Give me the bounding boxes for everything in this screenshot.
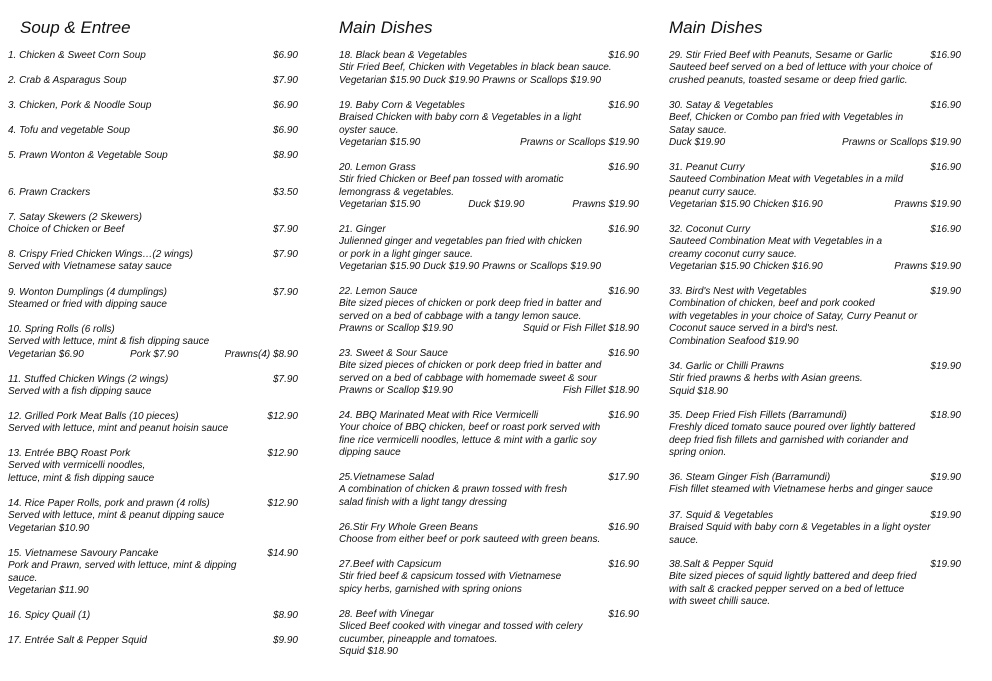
menu-item-option: Vegetarian $15.90: [339, 137, 421, 149]
menu-item-price: $16.90: [608, 559, 639, 570]
menu-item: [8, 324, 298, 361]
menu-item-description: Served with lettuce, mint & peanut dipping sauce: [8, 510, 225, 522]
menu-item-description: Stir fried Chicken or Beef pan tossed with aromatic: [339, 174, 564, 186]
menu-item: [8, 212, 298, 237]
menu-item-title-row: [8, 548, 298, 560]
menu-item: [8, 498, 298, 535]
menu-item-price: $12.90: [267, 498, 298, 509]
menu-item: [8, 187, 298, 199]
menu-item-choice: Choice of Chicken or Beef: [8, 224, 125, 236]
menu-item-title-row: [669, 100, 961, 112]
menu-item-description: Stir fried prawns & herbs with Asian greens.: [669, 373, 863, 385]
menu-item-title-row: [339, 50, 639, 62]
menu-item-title-row: [8, 287, 298, 299]
menu-item-title: 33. Bird's Nest with Vegetables: [669, 286, 807, 297]
menu-item-price: $16.90: [608, 609, 639, 620]
menu-item: [339, 224, 639, 274]
menu-item-price: $19.90: [930, 559, 961, 570]
menu-item-option: Prawns or Scallops $19.90: [842, 137, 961, 149]
menu-item-title-row: [8, 212, 298, 224]
menu-item-price: $16.90: [930, 50, 961, 61]
menu-item-description: Beef, Chicken or Combo pan fried with Vegetables in: [669, 112, 904, 124]
menu-item-title: 36. Steam Ginger Fish (Barramundi): [669, 472, 831, 483]
menu-item-title: 22. Lemon Sauce: [339, 286, 418, 297]
menu-item-description: sauce.: [8, 572, 38, 584]
menu-item-description: dipping sauce: [339, 447, 401, 459]
menu-item: [669, 162, 961, 212]
menu-item-option: Vegetarian $6.90: [8, 348, 84, 360]
menu-item-description: oyster sauce.: [339, 124, 399, 136]
menu-item-options: [339, 323, 639, 335]
menu-item-price: $19.90: [930, 286, 961, 297]
menu-item-price: $16.90: [608, 224, 639, 235]
menu-item: [669, 559, 961, 609]
menu-item-title: 15. Vietnamese Savoury Pancake: [8, 548, 159, 559]
menu-item-title-row: [8, 610, 298, 622]
menu-item-price: $16.90: [608, 162, 639, 173]
menu-item-title-row: [8, 411, 298, 423]
menu-item-title-row: [8, 187, 298, 199]
menu-item-title-row: [339, 100, 639, 112]
menu-item-description: Sauteed Combination Meat with Vegetables in a: [669, 236, 883, 248]
menu-item-description: fine rice vermicelli noodles, lettuce & mint with a garlic soy: [339, 434, 597, 446]
menu-item: [8, 610, 298, 622]
menu-item-title: 31. Peanut Curry: [669, 162, 745, 173]
menu-item-title: 11. Stuffed Chicken Wings (2 wings): [8, 374, 169, 385]
menu-item: [8, 125, 298, 137]
menu-item-price: $16.90: [608, 348, 639, 359]
menu-item-title-row: [339, 348, 639, 360]
menu-item-description: Julienned ginger and vegetables pan fried with chicken: [339, 236, 582, 248]
menu-item-title: 6. Prawn Crackers: [8, 187, 91, 198]
menu-item-title-row: [8, 498, 298, 510]
menu-item-title: 12. Grilled Pork Meat Balls (10 pieces): [8, 411, 179, 422]
menu-item-title: 3. Chicken, Pork & Noodle Soup: [8, 100, 152, 111]
menu-item-price: $6.90: [272, 100, 298, 111]
menu-item-description: lettuce, mint & fish dipping sauce: [8, 472, 155, 484]
menu-item-title-row: [8, 249, 298, 261]
menu-item: [669, 50, 961, 87]
menu-item-option: Vegetarian $15.90 Chicken $16.90: [669, 261, 823, 273]
menu-item: [339, 410, 639, 460]
menu-item-description: served on a bed of cabbage with a tangy lemon sauce.: [339, 310, 582, 322]
menu-item-description: creamy coconut curry sauce.: [669, 248, 797, 260]
menu-item-description: salad finish with a light tangy dressing: [339, 496, 507, 508]
menu-item-option: Prawns or Scallops $19.90: [520, 137, 639, 149]
menu-item-option: Squid or Fish Fillet $18.90: [522, 323, 639, 335]
menu-item-title-row: [339, 410, 639, 422]
menu-item-price: $16.90: [608, 522, 639, 533]
menu-item-options: [339, 137, 639, 149]
menu-item-description: Choose from either beef or pork sauteed with green beans.: [339, 534, 601, 546]
menu-item-description: Your choice of BBQ chicken, beef or roast pork served with: [339, 422, 601, 434]
menu-item-title: 34. Garlic or Chilli Prawns: [669, 361, 785, 372]
menu-item: [339, 609, 639, 659]
menu-item-price: $8.90: [272, 610, 298, 621]
menu-item-price: $12.90: [267, 448, 298, 459]
menu-item-title-row: [669, 559, 961, 571]
menu-item-title: 8. Crispy Fried Chicken Wings…(2 wings): [8, 249, 193, 260]
section-heading: Main Dishes: [669, 18, 763, 37]
menu-item-price: $16.90: [608, 286, 639, 297]
menu-item-price: $16.90: [608, 410, 639, 421]
menu-item-description: Squid $18.90: [669, 385, 728, 397]
section-heading: Main Dishes: [339, 18, 433, 37]
menu-item-title-row: [339, 224, 639, 236]
menu-item-title: 30. Satay & Vegetables: [669, 100, 774, 111]
menu-item-title: 35. Deep Fried Fish Fillets (Barramundi): [669, 410, 847, 421]
menu-item: [8, 448, 298, 485]
menu-item: [8, 548, 298, 598]
menu-item-title-row: [669, 410, 961, 422]
menu-item-title-row: [339, 559, 639, 571]
menu-item-price: $7.90: [272, 374, 298, 385]
menu-item-title-row: [669, 50, 961, 62]
menu-item-description: Bite sized pieces of squid lightly battered and deep fried: [669, 571, 917, 583]
menu-item-title-row: [339, 522, 639, 534]
menu-item-options: [669, 199, 961, 211]
menu-item-description: lemongrass & vegetables.: [339, 186, 455, 198]
menu-item-description: with salt & cracked pepper served on a bed of lettuce: [669, 583, 905, 595]
menu-item-title-row: [669, 472, 961, 484]
menu-item-title-row: [8, 374, 298, 386]
menu-item-title: 9. Wonton Dumplings (4 dumplings): [8, 287, 167, 298]
menu-item: [339, 522, 639, 547]
menu-item-description: Combination of chicken, beef and pork cooked: [669, 298, 875, 310]
menu-item-title-row: [339, 472, 639, 484]
menu-item-title: 27.Beef with Capsicum: [339, 559, 442, 570]
menu-item-description: Sauteed beef served on a bed of lettuce with your choice of: [669, 62, 932, 74]
menu-item-title: 38.Salt & Pepper Squid: [669, 559, 773, 570]
menu-item: [8, 50, 298, 62]
menu-item: [8, 150, 298, 162]
menu-item-title: 25.Vietnamese Salad: [339, 472, 434, 483]
menu-item-description: Freshly diced tomato sauce poured over lightly battered: [669, 422, 916, 434]
menu-item-description: or pork in a light ginger sauce.: [339, 248, 473, 260]
menu-item-description: cucumber, pineapple and tomatoes.: [339, 633, 498, 645]
menu-item-options: [339, 75, 639, 87]
menu-item-option: Prawns(4) $8.90: [224, 348, 298, 360]
menu-item-price: $7.90: [272, 287, 298, 298]
menu-item-options: [669, 261, 961, 273]
menu-item-option: Duck $19.90: [468, 199, 525, 211]
menu-item-title: 18. Black bean & Vegetables: [339, 50, 468, 61]
menu-item: [669, 472, 961, 497]
menu-item-options: [339, 261, 639, 273]
menu-item-title-row: [669, 361, 961, 373]
menu-item-description: Braised Squid with baby corn & Vegetables in a light oyster: [669, 522, 931, 534]
menu-item-description: Bite sized pieces of chicken or pork deep fried in batter and: [339, 298, 602, 310]
menu-item-price: $16.90: [930, 224, 961, 235]
menu-item-description: Squid $18.90: [339, 646, 398, 658]
menu-item-option: Vegetarian $15.90 Chicken $16.90: [669, 199, 823, 211]
menu-item-option: Vegetarian $15.90: [339, 199, 421, 211]
menu-item-option: Prawns or Scallop $19.90: [339, 323, 453, 335]
menu-item-title-row: [8, 100, 298, 112]
menu-item-options: [339, 385, 639, 397]
menu-item: [339, 100, 639, 150]
menu-item-title-row: [669, 224, 961, 236]
menu-item-description: Satay sauce.: [669, 124, 727, 136]
menu-item-description: A combination of chicken & prawn tossed with fresh: [339, 484, 568, 496]
menu-item-description: Vegetarian $11.90: [8, 585, 89, 597]
menu-item-price: $17.90: [608, 472, 639, 483]
menu-item-title: 23. Sweet & Sour Sauce: [339, 348, 448, 359]
menu-item-title-row: [339, 609, 639, 621]
menu-item: [8, 75, 298, 87]
menu-item-title: 32. Coconut Curry: [669, 224, 751, 235]
menu-item-title: 1. Chicken & Sweet Corn Soup: [8, 50, 146, 61]
menu-item-title-row: [8, 150, 298, 162]
menu-item-description: deep fried fish fillets and garnished with coriander and: [669, 434, 909, 446]
menu-item: [8, 374, 298, 399]
menu-item-price: $16.90: [930, 162, 961, 173]
menu-item-title: 4. Tofu and vegetable Soup: [8, 125, 130, 136]
menu-item-description: served on a bed of cabbage with homemade sweet & sour: [339, 372, 597, 384]
menu-item-option: Pork $7.90: [130, 348, 179, 360]
menu-item-option: Vegetarian $15.90 Duck $19.90 Prawns or Scallops $19.90: [339, 261, 602, 273]
menu-item-title-row: [8, 324, 298, 336]
menu-item-description: spicy herbs, garnished with spring onions: [339, 583, 522, 595]
menu-item-price: $19.90: [930, 472, 961, 483]
menu-item-description: Braised Chicken with baby corn & Vegetables in a light: [339, 112, 581, 124]
menu-item-price: $7.90: [272, 75, 298, 86]
menu-item-title-row: [8, 125, 298, 137]
menu-item-title: 7. Satay Skewers (2 Skewers): [8, 212, 142, 223]
menu-item-price: $16.90: [608, 100, 639, 111]
menu-item-price: $18.90: [930, 410, 961, 421]
menu-item-description: with vegetables in your choice of Satay, Curry Peanut or: [669, 310, 918, 322]
menu-item-choice-row: [8, 224, 298, 236]
menu-item-title-row: [339, 162, 639, 174]
menu-item-description: spring onion.: [669, 447, 727, 459]
menu-item: [669, 286, 961, 348]
menu-item-description: sauce.: [669, 534, 699, 546]
menu-item-option: Duck $19.90: [669, 137, 726, 149]
menu-item-title: 5. Prawn Wonton & Vegetable Soup: [8, 150, 168, 161]
menu-item-title: 29. Stir Fried Beef with Peanuts, Sesame or Garlic: [669, 50, 893, 61]
menu-item-description: Fish fillet steamed with Vietnamese herbs and ginger sauce: [669, 484, 933, 496]
menu-item-price: $7.90: [272, 224, 298, 236]
section-heading: Soup & Entree: [20, 18, 131, 37]
menu-item-option: Prawns $19.90: [572, 199, 639, 211]
menu-item-title-row: [8, 635, 298, 647]
menu-item: [8, 635, 298, 647]
menu-item-price: $16.90: [930, 100, 961, 111]
menu-item-title: 20. Lemon Grass: [339, 162, 416, 173]
menu-item-title: 37. Squid & Vegetables: [669, 510, 774, 521]
menu-item-title: 28. Beef with Vinegar: [339, 609, 434, 620]
menu-item-price: $14.90: [267, 548, 298, 559]
menu-item-price: $6.90: [272, 125, 298, 136]
menu-item-description: Bite sized pieces of chicken or pork deep fried in batter and: [339, 360, 602, 372]
menu-item: [669, 224, 961, 274]
menu-item: [669, 361, 961, 398]
menu-item-price: $12.90: [267, 411, 298, 422]
menu-item-price: $3.50: [272, 187, 298, 198]
menu-item-option: Prawns $19.90: [894, 261, 961, 273]
menu-item-description: with sweet chilli sauce.: [669, 596, 771, 608]
menu-item-title: 14. Rice Paper Rolls, pork and prawn (4 rolls): [8, 498, 210, 509]
menu-item-title-row: [669, 286, 961, 298]
menu-item: [8, 287, 298, 312]
menu-item-price: $7.90: [272, 249, 298, 260]
menu-item: [339, 286, 639, 336]
menu-item: [339, 162, 639, 212]
menu-item: [669, 510, 961, 547]
menu-item-title: 19. Baby Corn & Vegetables: [339, 100, 465, 111]
menu-item-description: Sauteed Combination Meat with Vegetables in a mild: [669, 174, 904, 186]
menu-item-options: [8, 349, 298, 361]
menu-item: [339, 348, 639, 398]
menu-item-description: Vegetarian $10.90: [8, 522, 90, 534]
menu-item-price: $6.90: [272, 50, 298, 61]
menu-item-price: $8.90: [272, 150, 298, 161]
menu-item-title: 10. Spring Rolls (6 rolls): [8, 324, 115, 335]
menu-item-title: 13. Entrée BBQ Roast Pork: [8, 448, 131, 459]
menu-item-title: 21. Ginger: [339, 224, 386, 235]
menu-item-options: [669, 137, 961, 149]
menu-item-description: Served with vermicelli noodles,: [8, 460, 146, 472]
menu-item-price: $19.90: [930, 361, 961, 372]
menu-item-description: Served with lettuce, mint and peanut hoisin sauce: [8, 423, 229, 435]
menu-item-title: 17. Entrée Salt & Pepper Squid: [8, 635, 147, 646]
menu-item-description: Coconut sauce served in a bird's nest.: [669, 323, 839, 335]
menu-item-price: $19.90: [930, 510, 961, 521]
menu-item-price: $16.90: [608, 50, 639, 61]
menu-item-description: Combination Seafood $19.90: [669, 335, 799, 347]
menu-item-option: Prawns or Scallop $19.90: [339, 385, 453, 397]
menu-item: [669, 100, 961, 150]
menu-item: [669, 410, 961, 460]
menu-item-description: Served with a fish dipping sauce: [8, 386, 152, 398]
menu-item: [8, 100, 298, 112]
menu-item-title: 16. Spicy Quail (1): [8, 610, 91, 621]
menu-item-description: Served with lettuce, mint & fish dipping sauce: [8, 336, 210, 348]
menu-item-options: [339, 199, 639, 211]
menu-item-option: Fish Fillet $18.90: [562, 385, 639, 397]
menu-item-description: Stir fried beef & capsicum tossed with Vietnamese: [339, 571, 562, 583]
menu-item-title-row: [8, 448, 298, 460]
menu-item-description: Sliced Beef cooked with vinegar and tossed with celery: [339, 621, 583, 633]
menu-item: [339, 559, 639, 596]
menu-item-price: $9.90: [272, 635, 298, 646]
menu-item-description: Served with Vietnamese satay sauce: [8, 261, 172, 273]
menu-item-title: 24. BBQ Marinated Meat with Rice Vermicelli: [339, 410, 539, 421]
menu-item-title: 26.Stir Fry Whole Green Beans: [339, 522, 478, 533]
menu-item-title-row: [8, 50, 298, 62]
menu-item-title-row: [8, 75, 298, 87]
menu-item: [339, 472, 639, 509]
menu-item-description: Stir Fried Beef, Chicken with Vegetables in black bean sauce.: [339, 62, 612, 74]
menu-item-description: Steamed or fried with dipping sauce: [8, 299, 167, 311]
menu-item-title: 2. Crab & Asparagus Soup: [8, 75, 127, 86]
menu-item: [8, 249, 298, 274]
menu-item: [8, 411, 298, 436]
menu-item-description: crushed peanuts, toasted sesame or deep fried garlic.: [669, 74, 908, 86]
menu-item-option: Prawns $19.90: [894, 199, 961, 211]
menu-item-title-row: [669, 510, 961, 522]
menu-item-option: Vegetarian $15.90 Duck $19.90 Prawns or Scallops $19.90: [339, 74, 602, 86]
menu-item-description: Pork and Prawn, served with lettuce, mint & dipping: [8, 560, 237, 572]
menu-item-description: peanut curry sauce.: [669, 186, 757, 198]
menu-item: [339, 50, 639, 87]
menu-item-title-row: [669, 162, 961, 174]
menu-item-title-row: [339, 286, 639, 298]
